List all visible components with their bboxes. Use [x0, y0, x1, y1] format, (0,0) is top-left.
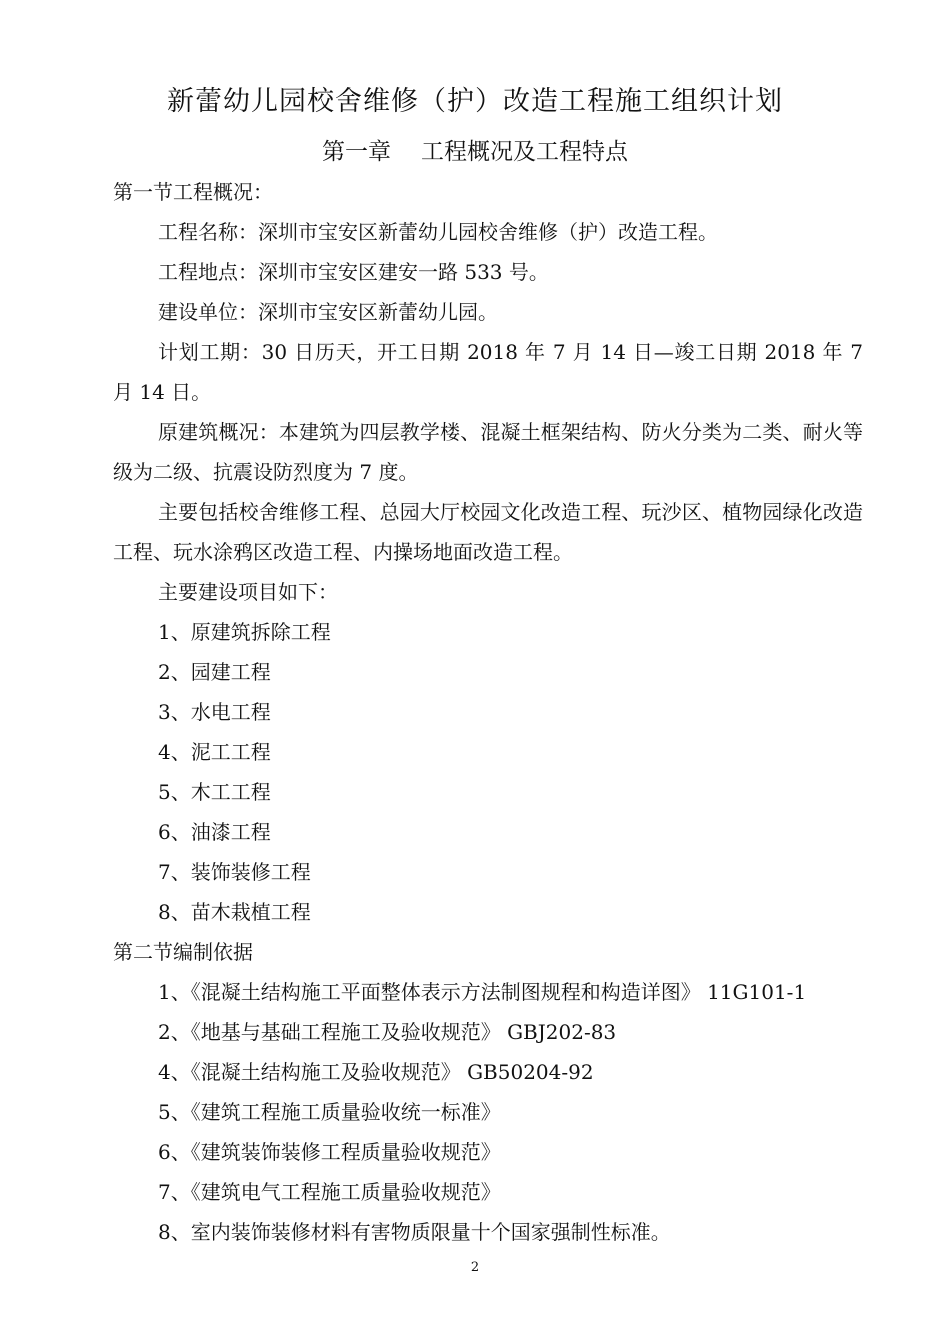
project-name-line: 工程名称：深圳市宝安区新蕾幼儿园校舍维修（护）改造工程。: [158, 220, 718, 244]
list-item: 2、《地基与基础工程施工及验收规范》 GBJ202-83: [158, 1020, 617, 1044]
items-intro: 主要建设项目如下：: [158, 580, 338, 604]
list-item: 4、泥工工程: [158, 740, 271, 764]
original-building-paragraph: 原建筑概况：本建筑为四层教学楼、混凝土框架结构、防火分类为二类、耐火等级为二级、抗震设防烈度为 7 度。: [113, 420, 863, 484]
document-body: [113, 172, 863, 1252]
list-item: 1、原建筑拆除工程: [158, 620, 331, 644]
list-item: 5、木工工程: [158, 780, 271, 804]
list-item: 8、室内装饰装修材料有害物质限量十个国家强制性标准。: [158, 1220, 671, 1244]
document-title: 新蕾幼儿园校舍维修（护）改造工程施工组织计划: [167, 86, 783, 117]
chapter-name: 工程概况及工程特点: [421, 139, 628, 165]
list-item: 5、《建筑工程施工质量验收统一标准》: [158, 1100, 501, 1124]
section-heading-overview: 第一节工程概况：: [113, 180, 273, 204]
section-heading-basis: 第二节编制依据: [113, 940, 253, 964]
project-location-line: 工程地点：深圳市宝安区建安一路 533 号。: [158, 260, 549, 284]
project-schedule-paragraph: 计划工期：30 日历天，开工日期 2018 年 7 月 14 日—竣工日期 2018 年 7 月 14 日。: [113, 340, 863, 404]
construction-items-list: [113, 612, 863, 932]
list-item: 7、《建筑电气工程施工质量验收规范》: [158, 1180, 501, 1204]
page-number: 2: [470, 1260, 480, 1275]
standards-list: [113, 972, 863, 1252]
list-item: 4、《混凝土结构施工及验收规范》 GB50204-92: [158, 1060, 594, 1084]
list-item: 7、装饰装修工程: [158, 860, 311, 884]
list-item: 8、苗木栽植工程: [158, 900, 311, 924]
list-item: 1、《混凝土结构施工平面整体表示方法制图规程和构造详图》 11G101-1: [158, 980, 807, 1004]
list-item: 6、油漆工程: [158, 820, 271, 844]
chapter-number: 第一章: [322, 139, 391, 165]
project-owner-line: 建设单位：深圳市宝安区新蕾幼儿园。: [158, 300, 498, 324]
project-scope-paragraph: 主要包括校舍维修工程、总园大厅校园文化改造工程、玩沙区、植物园绿化改造工程、玩水涂鸦区改造工程、内操场地面改造工程。: [113, 500, 863, 564]
chapter-title: [0, 134, 950, 170]
list-item: 3、水电工程: [158, 700, 271, 724]
list-item: 2、园建工程: [158, 660, 271, 684]
list-item: 6、《建筑装饰装修工程质量验收规范》: [158, 1140, 501, 1164]
